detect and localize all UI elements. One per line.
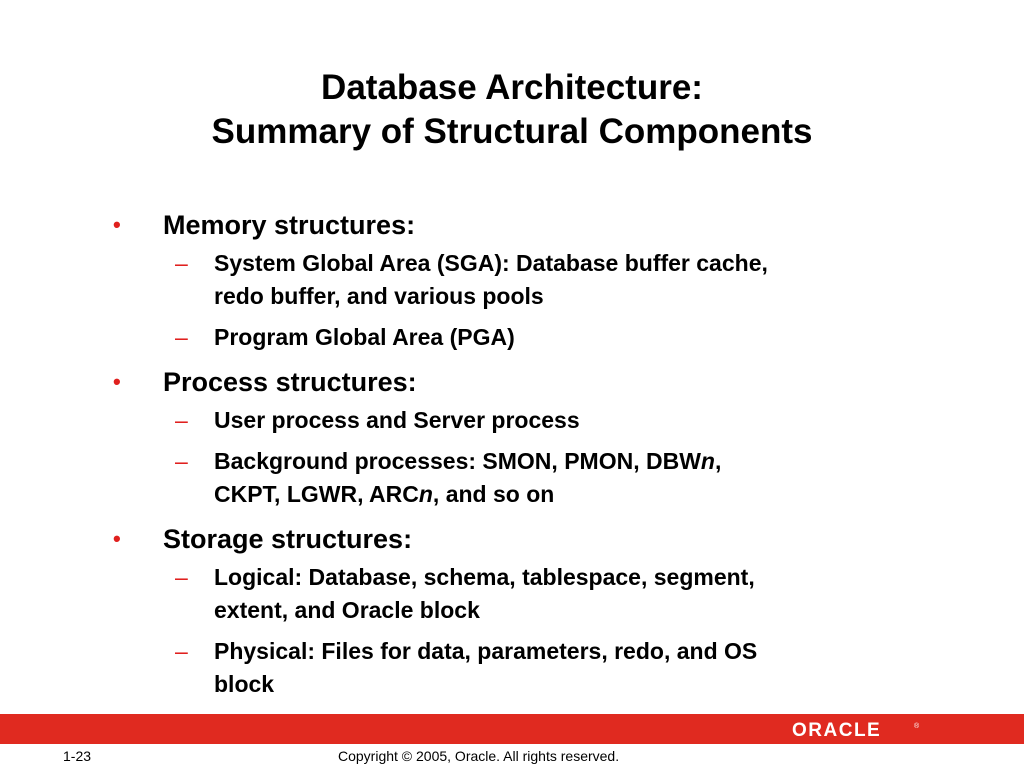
bullet-label: Process structures: [163, 367, 417, 397]
text-run-italic: n [700, 448, 715, 474]
dash-marker: – [175, 564, 188, 590]
bullet-marker: • [113, 526, 121, 551]
bullet-label: Memory structures: [163, 210, 416, 240]
sub-item-line [214, 445, 924, 478]
bullet-marker: • [113, 369, 121, 394]
sub-item-line: Program Global Area (PGA) [214, 324, 515, 350]
sub-item-line [214, 478, 924, 511]
text-run-italic: n [418, 481, 433, 507]
dash-marker: – [175, 324, 188, 350]
bullet-marker: • [113, 212, 121, 237]
oracle-logo [792, 720, 922, 738]
sub-item-line: Logical: Database, schema, tablespace, segment, [214, 564, 755, 590]
page-number: 1-23 [63, 748, 92, 764]
registered-mark: ® [914, 723, 920, 730]
sub-item-background-processes [0, 445, 1024, 511]
dash-marker: – [175, 407, 188, 433]
title-line-2: Summary of Structural Components [211, 112, 813, 151]
text-run: Background processes: SMON, PMON, DBW [214, 448, 701, 474]
bullet-process-structures [0, 362, 1024, 402]
text-run: , [714, 448, 722, 474]
sub-item-line: extent, and Oracle block [214, 597, 480, 623]
bullet-storage-structures [0, 519, 1024, 559]
sub-item-line: System Global Area (SGA): Database buffer cache, [214, 250, 768, 276]
sub-item-pga [0, 321, 1024, 354]
sub-item-user-server-process [0, 404, 1024, 437]
bullet-memory-structures [0, 205, 1024, 245]
sub-item-line: redo buffer, and various pools [214, 283, 544, 309]
slide-title [0, 66, 1024, 154]
sub-item-logical [0, 561, 1024, 627]
dash-marker: – [175, 638, 188, 664]
bullet-label: Storage structures: [163, 524, 413, 554]
title-line-1: Database Architecture: [321, 68, 703, 107]
bullet-list [0, 205, 1024, 709]
oracle-logo-text: ORACLE [792, 720, 882, 738]
footer [0, 746, 1024, 768]
sub-item-line: block [214, 671, 275, 697]
copyright-notice: Copyright © 2005, Oracle. All rights reserved. [338, 748, 620, 764]
sub-item-line: Physical: Files for data, parameters, redo, and OS [214, 638, 758, 664]
text-run: CKPT, LGWR, ARC [214, 481, 419, 507]
sub-item-physical [0, 635, 1024, 701]
dash-marker: – [175, 250, 188, 276]
sub-item-line: User process and Server process [214, 407, 580, 433]
sub-item-sga [0, 247, 1024, 313]
dash-marker: – [175, 448, 188, 474]
text-run: , and so on [432, 481, 555, 507]
